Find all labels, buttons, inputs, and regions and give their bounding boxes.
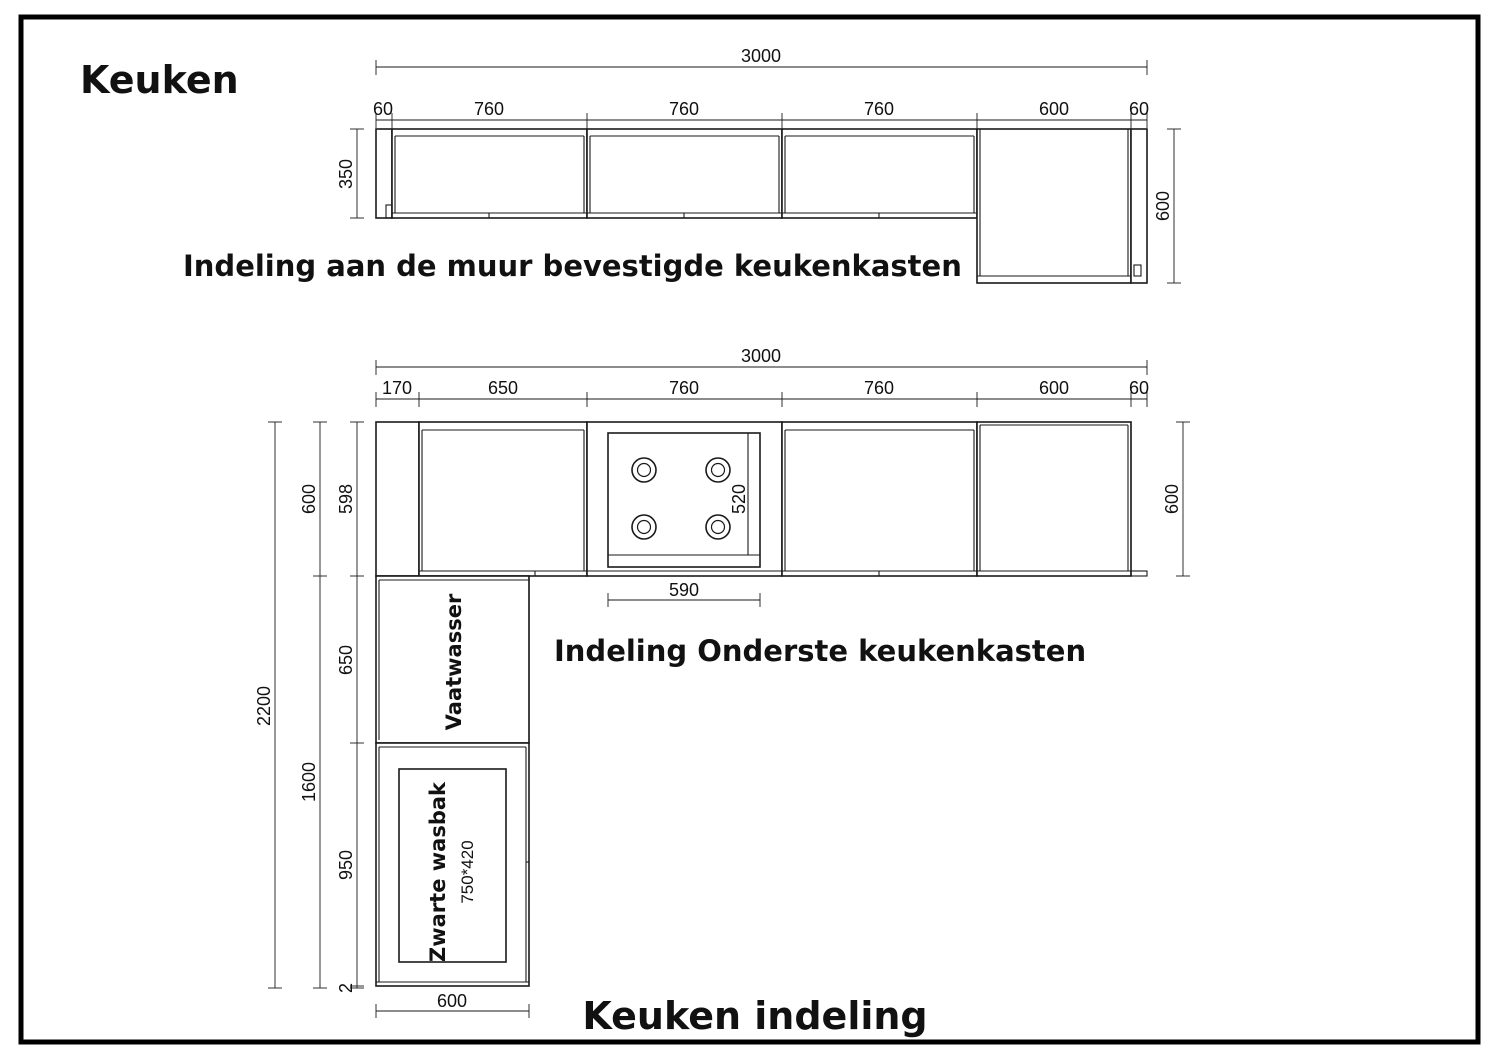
wall-seg-3: 760 [668, 99, 700, 119]
burner-icon [706, 458, 730, 482]
base-corner-filler [376, 422, 419, 576]
wall-height-right [1153, 129, 1181, 283]
burner-icon [632, 458, 656, 482]
left-mid-upper-text: 600 [299, 483, 319, 515]
base-seg-4: 760 [863, 378, 895, 398]
wall-segment-dimensions [373, 99, 1149, 128]
base-cabinets [254, 346, 1190, 1018]
hob [608, 433, 760, 567]
wall-height-left-text: 350 [336, 158, 356, 190]
wall-cabinet-2 [587, 129, 782, 218]
dishwasher [376, 576, 529, 743]
wall-height-right-text: 600 [1153, 190, 1173, 222]
left-inner-3: 950 [336, 849, 356, 881]
wall-section-label: Indeling aan de muur bevestigde keukenkasten [183, 249, 962, 283]
left-mid-lower-text: 1600 [299, 761, 319, 803]
base-seg-1: 170 [381, 378, 413, 398]
wall-cabinets [183, 46, 1181, 283]
wall-seg-4: 760 [863, 99, 895, 119]
base-seg-2: 650 [487, 378, 519, 398]
base-depth-right-text: 600 [1162, 483, 1182, 515]
sink-label: Zwarte wasbak [426, 782, 450, 962]
wall-filler-right [1131, 129, 1147, 283]
base-total-dimension [376, 346, 1147, 375]
base-section-label: Indeling Onderste keukenkasten [554, 634, 1087, 668]
left-inner-4: 2 [336, 982, 356, 994]
wall-cabinet-1 [392, 129, 587, 218]
dishwasher-label: Vaatwasser [442, 593, 466, 731]
wall-seg-6: 60 [1128, 99, 1150, 119]
wall-seg-2: 760 [473, 99, 505, 119]
burner-icon [706, 515, 730, 539]
base-depth-right [1162, 422, 1190, 576]
hob-width-text: 590 [668, 580, 700, 600]
left-inner-1: 598 [336, 483, 356, 515]
wall-height-left [336, 129, 364, 218]
base-segment-dimensions [376, 378, 1149, 407]
wall-seg-5: 600 [1038, 99, 1070, 119]
left-inner-2: 650 [336, 644, 356, 676]
base-seg-5: 600 [1038, 378, 1070, 398]
sink-size: 750*420 [458, 840, 477, 904]
base-seg-3: 760 [668, 378, 700, 398]
page-title: Keuken [80, 58, 239, 102]
left-inner-dimension [336, 422, 364, 993]
sink [399, 769, 506, 962]
wall-total-width: 3000 [740, 46, 782, 66]
base-total-width: 3000 [740, 346, 782, 366]
burner-icon [632, 515, 656, 539]
wall-cabinet-3 [782, 129, 977, 218]
left-mid-dimension [299, 422, 327, 988]
hob-width-dimension [608, 580, 760, 607]
wall-total-dimension [376, 46, 1147, 75]
base-cabinet-1 [419, 422, 587, 576]
left-outer-dimension [254, 422, 282, 988]
base-seg-6: 60 [1128, 378, 1150, 398]
wall-cabinet-corner [977, 129, 1131, 283]
base-cabinet-3 [782, 422, 977, 576]
base-bottom-width-text: 600 [436, 991, 468, 1011]
sink-cabinet [376, 743, 529, 986]
hob-depth-text: 520 [729, 483, 749, 515]
base-cabinet-4 [977, 422, 1131, 576]
footer-title: Keuken indeling [582, 994, 928, 1038]
base-bottom-width [376, 991, 529, 1018]
left-outer-text: 2200 [254, 685, 274, 727]
wall-seg-1: 60 [372, 99, 394, 119]
